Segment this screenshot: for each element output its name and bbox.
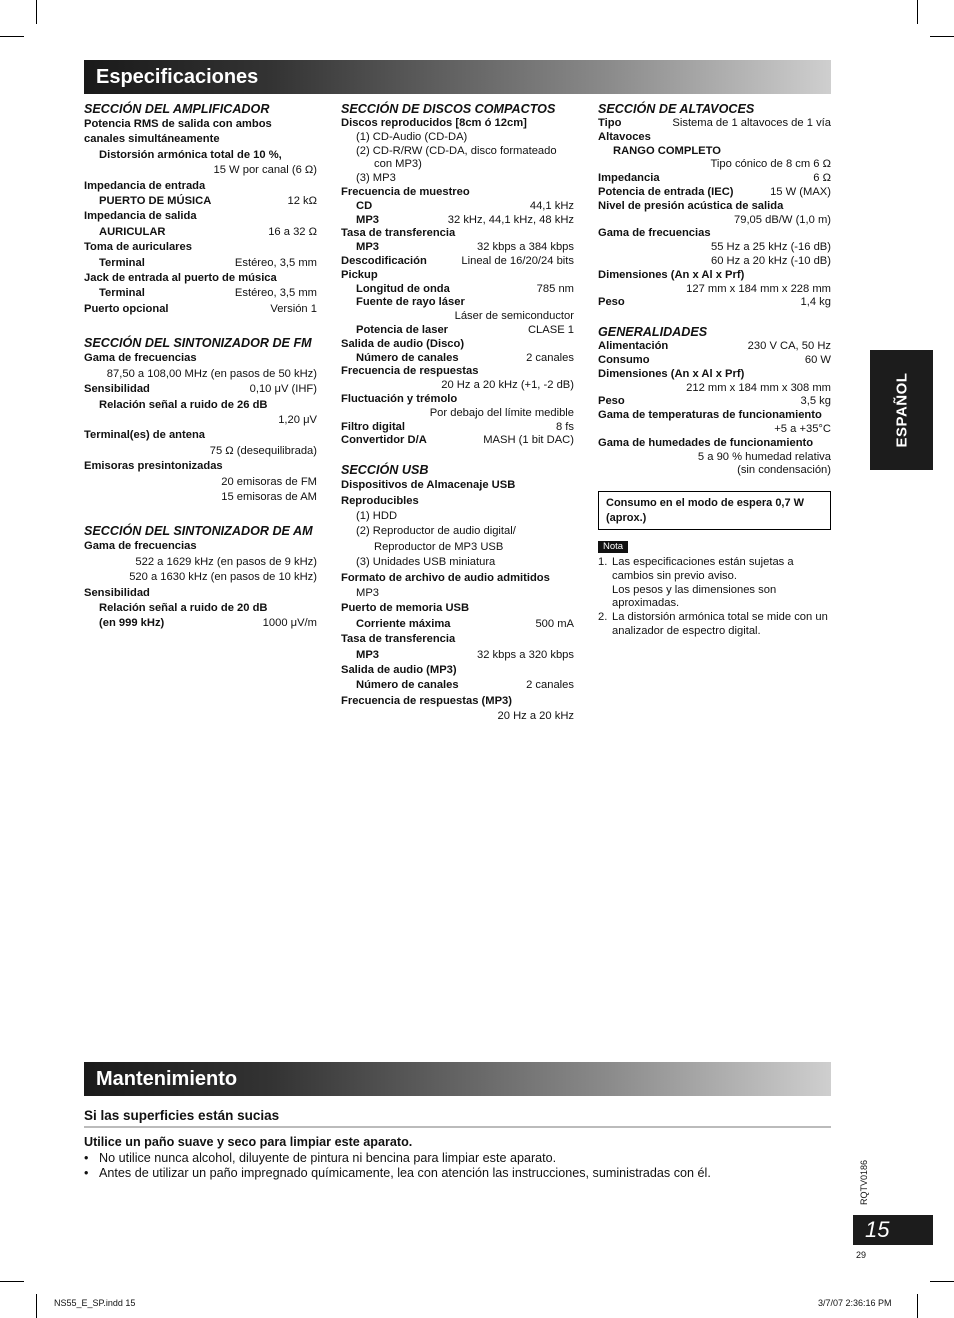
- spec-value: +5 a +35°C: [774, 422, 831, 435]
- language-tab: [870, 350, 933, 470]
- list-item-text: No utilice nunca alcohol, diluyente de pintura ni bencina para limpiar este aparato.: [99, 1150, 557, 1165]
- spec-row: [341, 283, 574, 297]
- spec-label: Jack de entrada al puerto de música: [84, 272, 277, 285]
- spec-value: 3,5 kg: [800, 395, 831, 408]
- spec-value: 55 Hz a 25 kHz (-16 dB): [710, 241, 831, 254]
- spec-label: Terminal(es) de antena: [84, 429, 206, 442]
- spec-label: Relación señal a ruido de 20 dB: [99, 601, 268, 614]
- spec-label: Toma de auriculares: [84, 241, 192, 254]
- spec-row: [598, 117, 831, 131]
- spec-value: Estéreo, 3,5 mm: [234, 256, 317, 269]
- crop-mark: [36, 1294, 37, 1318]
- spec-row: [341, 648, 574, 663]
- spec-row: [341, 434, 574, 448]
- spec-label: Gama de frecuencias: [84, 540, 197, 553]
- spec-value: 1,20 μV: [278, 413, 317, 426]
- spec-value: Reproductor de MP3 USB: [374, 540, 504, 553]
- spec-value: 12 kΩ: [287, 195, 317, 208]
- spec-key: Longitud de onda: [356, 282, 450, 295]
- bullet: •: [84, 1150, 89, 1165]
- spec-row: [341, 241, 574, 255]
- spec-row: [598, 296, 831, 310]
- spec-value: 15 W por canal (6 Ω): [213, 164, 317, 177]
- spec-value: Sistema de 1 altavoces de 1 vía: [672, 117, 831, 129]
- spec-key: Alimentación: [598, 340, 669, 353]
- spec-key: Número de canales: [356, 351, 459, 364]
- spec-row: [598, 340, 831, 354]
- spec-label: Frecuencia de respuestas (MP3): [341, 694, 512, 707]
- crop-mark: [36, 0, 37, 24]
- spec-key: MP3: [356, 241, 380, 254]
- spec-value: 20 Hz a 20 kHz: [497, 710, 574, 723]
- spec-label: Impedancia de salida: [84, 210, 197, 223]
- spec-value: Tipo cónico de 8 cm 6 Ω: [710, 158, 831, 171]
- spec-key: MP3: [356, 213, 380, 226]
- spec-value: MP3: [356, 586, 380, 599]
- section-title: SECCIÓN DE ALTAVOCES: [598, 102, 755, 116]
- spec-row: [341, 421, 574, 435]
- spec-label: Frecuencia de muestreo: [341, 185, 470, 198]
- spec-row: [84, 225, 317, 240]
- spec-row: [84, 256, 317, 271]
- spec-label: Tasa de transferencia: [341, 227, 456, 240]
- maintenance-body: [84, 1135, 844, 1182]
- note-text: Las especificaciones están sujetas a cambios sin previo aviso.: [612, 556, 794, 582]
- spec-key: CD: [356, 199, 373, 212]
- spec-row: [598, 186, 831, 200]
- spec-value: 32 kbps a 320 kbps: [476, 648, 574, 661]
- spec-value: Versión 1: [270, 302, 317, 315]
- spec-label: Relación señal a ruido de 26 dB: [99, 398, 268, 411]
- spec-value: 500 mA: [535, 617, 574, 630]
- spec-label: Dimensiones (An x Al x Prf): [598, 367, 745, 380]
- language-label: ESPAÑOL: [893, 372, 910, 448]
- spec-key: Terminal: [99, 256, 145, 269]
- spec-label: Emisoras presintonizadas: [84, 460, 223, 473]
- bullet: •: [84, 1166, 89, 1180]
- section-title: GENERALIDADES: [598, 325, 708, 340]
- crop-mark: [917, 1294, 918, 1318]
- spec-label: Potencia RMS de salida con ambos: [84, 118, 272, 130]
- spec-value: Por debajo del límite medible: [429, 406, 574, 419]
- spec-row: [84, 302, 317, 317]
- spec-value: 212 mm x 184 mm x 308 mm: [686, 381, 831, 394]
- spec-row: [84, 194, 317, 209]
- document-code: RQTV0186: [859, 1159, 869, 1205]
- note-number: 1.: [598, 556, 608, 568]
- spec-key: Número de canales: [356, 679, 459, 692]
- crop-mark: [0, 36, 24, 37]
- spec-label: RANGO COMPLETO: [613, 144, 721, 157]
- maintenance-banner: Mantenimiento: [84, 1062, 831, 1096]
- spec-row: [341, 678, 574, 693]
- spec-row: [341, 200, 574, 214]
- spec-label: Fuente de rayo láser: [356, 296, 465, 309]
- spec-row: [598, 395, 831, 409]
- section-title: SECCIÓN DE DISCOS COMPACTOS: [341, 102, 556, 116]
- section-title: SECCIÓN USB: [341, 463, 429, 478]
- spec-label: Sensibilidad: [84, 586, 150, 599]
- spec-value: MASH (1 bit DAC): [483, 434, 574, 447]
- spec-value: 15 W (MAX): [770, 185, 831, 198]
- spec-row: [84, 616, 317, 631]
- footer-date: 3/7/07 2:36:16 PM: [818, 1298, 892, 1308]
- spec-row: [341, 255, 574, 269]
- spec-value: 785 nm: [536, 282, 574, 295]
- spec-value: 1,4 kg: [800, 296, 831, 309]
- spec-label: Impedancia de entrada: [84, 179, 206, 192]
- spec-value: (1) HDD: [356, 509, 398, 522]
- spec-key: Sensibilidad: [84, 383, 150, 396]
- crop-mark: [930, 1281, 954, 1282]
- spec-value: 20 Hz a 20 kHz (+1, -2 dB): [441, 379, 574, 392]
- spec-label: Reproducibles: [341, 494, 419, 507]
- spec-value: Láser de semiconductor: [454, 310, 574, 323]
- spec-label: Puerto de memoria USB: [341, 602, 470, 615]
- spec-row: [341, 352, 574, 366]
- note-text: Los pesos y las dimensiones son aproximadas.: [612, 583, 777, 610]
- spec-key: Tipo: [598, 117, 622, 129]
- column-3: [598, 101, 831, 478]
- section-title: SECCIÓN DEL AMPLIFICADOR: [84, 102, 270, 116]
- spec-label: Distorsión armónica total de 10 %,: [99, 148, 282, 161]
- spec-value: 87,50 a 108,00 MHz (en pasos de 50 kHz): [106, 367, 317, 380]
- spec-value: (3) Unidades USB miniatura: [356, 556, 496, 569]
- spec-value: 15 emisoras de AM: [221, 490, 317, 503]
- spec-value: 75 Ω (desequilibrada): [209, 444, 317, 457]
- spec-key: (en 999 kHz): [99, 617, 165, 630]
- spec-row: [341, 214, 574, 228]
- spec-label: Frecuencia de respuestas: [341, 365, 479, 378]
- page-number: 15: [853, 1215, 933, 1245]
- maintenance-lead: Utilice un paño suave y seco para limpiar este aparato.: [84, 1135, 413, 1149]
- spec-value: 2 canales: [526, 679, 574, 692]
- list-item: [84, 1166, 844, 1182]
- spec-label: Pickup: [341, 268, 378, 281]
- section-title: SECCIÓN DEL SINTONIZADOR DE AM: [84, 524, 313, 539]
- spec-value: 230 V CA, 50 Hz: [747, 340, 831, 353]
- spec-key: MP3: [356, 648, 380, 661]
- spec-label: Gama de frecuencias: [84, 352, 197, 365]
- note-label: Nota: [598, 541, 628, 553]
- spec-row: [598, 354, 831, 368]
- spec-value: 32 kbps a 384 kbps: [476, 241, 574, 254]
- notes-list: [598, 556, 834, 639]
- spec-value: 79,05 dB/W (1,0 m): [734, 213, 831, 226]
- spec-label: Tasa de transferencia: [341, 633, 456, 646]
- spec-label: Dimensiones (An x Al x Prf): [598, 268, 745, 281]
- spec-value: (1) CD-Audio (CD-DA): [356, 130, 468, 143]
- list-item: [84, 1151, 844, 1167]
- crop-mark: [917, 0, 918, 24]
- standby-power-box: Consumo en el modo de espera 0,7 W (aprox.): [598, 491, 831, 530]
- spec-value: 20 emisoras de FM: [221, 475, 317, 488]
- spec-value: 16 a 32 Ω: [268, 225, 317, 238]
- column-1: [84, 101, 317, 632]
- crop-mark: [0, 1281, 24, 1282]
- spec-key: Filtro digital: [341, 420, 406, 433]
- spec-value: 44,1 kHz: [529, 199, 574, 212]
- spec-value: (sin condensación): [737, 464, 831, 477]
- note-text: La distorsión armónica total se mide con un analizador de espectro digital.: [612, 611, 828, 637]
- spec-row: [598, 172, 831, 186]
- spec-value: CLASE 1: [527, 323, 574, 336]
- spec-row: [341, 617, 574, 632]
- spec-value: 6 Ω: [813, 172, 831, 185]
- spec-value: 32 kHz, 44,1 kHz, 48 kHz: [447, 213, 574, 226]
- column-2: [341, 101, 574, 725]
- spec-value: 520 a 1630 kHz (en pasos de 10 kHz): [129, 571, 317, 584]
- spec-value: 127 mm x 184 mm x 228 mm: [686, 282, 831, 295]
- spec-value: con MP3): [374, 158, 422, 171]
- sub-page-number: 29: [856, 1250, 867, 1260]
- spec-key: Consumo: [598, 353, 650, 366]
- footer-file: NS55_E_SP.indd 15: [54, 1298, 136, 1308]
- spec-value: Estéreo, 3,5 mm: [234, 287, 317, 300]
- list-item-text: Antes de utilizar un paño impregnado químicamente, lea con atención las instrucciones, suministradas con él.: [99, 1166, 711, 1180]
- spec-row: [341, 324, 574, 338]
- section-title: SECCIÓN DEL SINTONIZADOR DE FM: [84, 336, 312, 351]
- spec-value: 60 W: [804, 353, 831, 366]
- spec-label: canales simultáneamente: [84, 133, 220, 146]
- spec-key: Peso: [598, 296, 625, 309]
- spec-label: Gama de temperaturas de funcionamiento: [598, 409, 822, 422]
- spec-row: [84, 286, 317, 301]
- spec-row: [84, 382, 317, 397]
- spec-key: Descodificación: [341, 254, 427, 267]
- spec-key: Terminal: [99, 287, 145, 300]
- spec-key: Peso: [598, 395, 625, 408]
- spec-key: Convertidor D/A: [341, 434, 427, 447]
- spec-value: 522 a 1629 kHz (en pasos de 9 kHz): [135, 555, 317, 568]
- spec-key: Potencia de laser: [356, 323, 449, 336]
- spec-value: (3) MP3: [356, 172, 396, 185]
- spec-value: 8 fs: [555, 420, 574, 433]
- spec-label: Dispositivos de Almacenaje USB: [341, 479, 516, 492]
- spec-key: Potencia de entrada (IEC): [598, 185, 734, 198]
- note-item: [598, 611, 834, 639]
- spec-value: Lineal de 16/20/24 bits: [461, 254, 574, 267]
- spec-label: Gama de humedades de funcionamiento: [598, 436, 814, 449]
- spec-value: (2) Reproductor de audio digital/: [356, 525, 516, 538]
- spec-key: PUERTO DE MÚSICA: [99, 195, 212, 208]
- spec-label: Discos reproducidos [8cm ó 12cm]: [341, 117, 527, 129]
- spec-label: Nivel de presión acústica de salida: [598, 199, 784, 212]
- spec-value: 0,10 μV (IHF): [249, 383, 317, 396]
- spec-value: 60 Hz a 20 kHz (-10 dB): [710, 254, 831, 267]
- crop-mark: [930, 36, 954, 37]
- spec-label: Gama de frecuencias: [598, 227, 711, 240]
- spec-key: Corriente máxima: [356, 617, 451, 630]
- spec-value: 2 canales: [526, 351, 574, 364]
- note-number: 2.: [598, 611, 608, 624]
- spec-key: Puerto opcional: [84, 302, 169, 315]
- spec-label: Altavoces: [598, 130, 651, 143]
- spec-banner: Especificaciones: [84, 60, 831, 94]
- spec-value: (2) CD-R/RW (CD-DA, disco formateado: [356, 144, 557, 157]
- spec-key: Impedancia: [598, 172, 660, 185]
- note-item: [598, 556, 834, 611]
- spec-label: Fluctuación y trémolo: [341, 392, 458, 405]
- maintenance-heading: Si las superficies están sucias: [84, 1108, 831, 1128]
- spec-key: AURICULAR: [99, 225, 166, 238]
- spec-value: 1000 μV/m: [262, 617, 317, 630]
- spec-label: Formato de archivo de audio admitidos: [341, 571, 550, 584]
- spec-label: Salida de audio (MP3): [341, 664, 457, 676]
- spec-value: 5 a 90 % humedad relativa: [697, 450, 831, 463]
- spec-label: Salida de audio (Disco): [341, 337, 465, 350]
